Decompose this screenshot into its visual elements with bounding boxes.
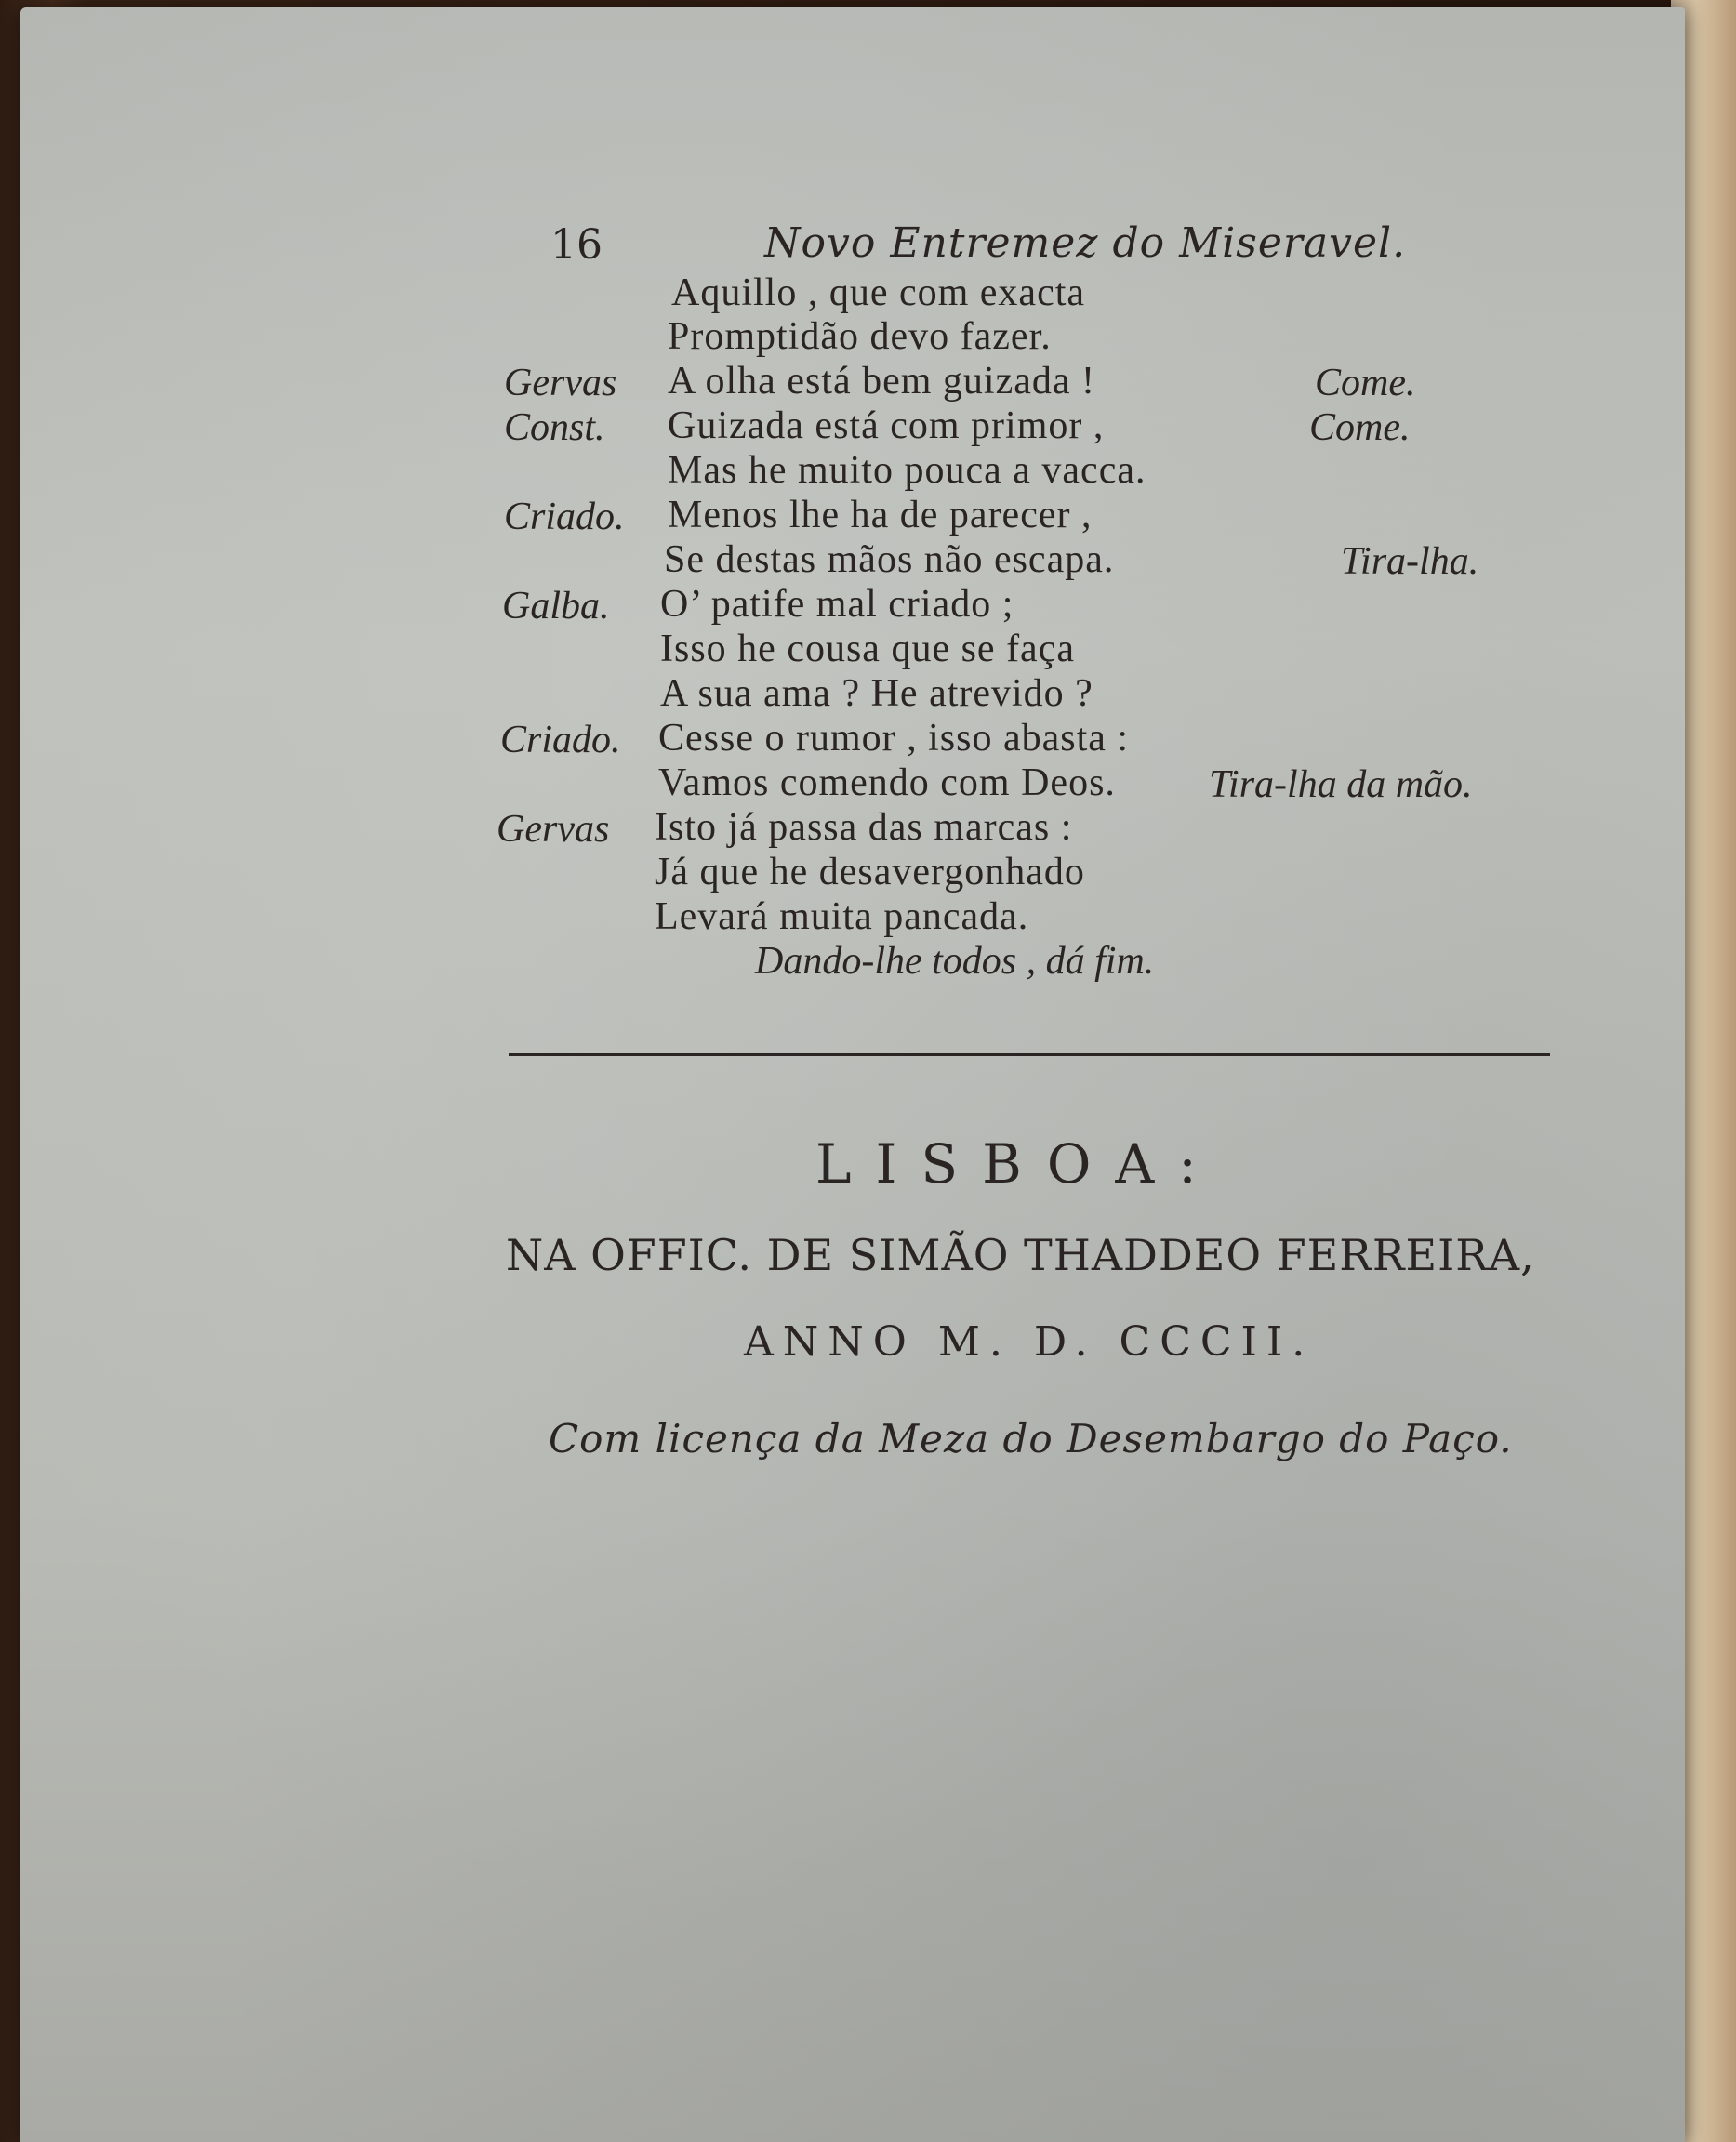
- section-divider: [509, 1053, 1550, 1056]
- verse-line: Se destas mãos não escapa.: [664, 538, 1115, 581]
- page-number: 16: [550, 221, 603, 269]
- verse-line: Isso he cousa que se faça: [660, 628, 1075, 670]
- running-head: Novo Entremez do Miseravel.: [764, 219, 1407, 267]
- verse-line: Guizada está com primor ,: [668, 404, 1105, 447]
- verse-line: O’ patife mal criado ;: [660, 583, 1014, 626]
- speaker-label: Gervas: [504, 362, 617, 404]
- verse-line: Aquillo , que com exacta: [671, 271, 1086, 314]
- verse-line: Mas he muito pouca a vacca.: [668, 449, 1146, 492]
- verse-line: Isto já passa das marcas :: [655, 806, 1073, 849]
- verse-line: A olha está bem guizada !: [668, 360, 1096, 403]
- imprint-year: ANNO M. D. CCCII.: [744, 1318, 1315, 1366]
- verse-line: A sua ama ? He atrevido ?: [660, 672, 1093, 715]
- imprint-press: NA OFFIC. DE SIMÃO THADDEO FERREIRA,: [506, 1230, 1535, 1280]
- stage-direction: Tira-lha.: [1341, 540, 1479, 583]
- verse-line: Cesse o rumor , isso abasta :: [658, 717, 1130, 760]
- verse-line: Levará muita pancada.: [655, 895, 1029, 938]
- stage-direction: Tira-lha da mão.: [1209, 763, 1473, 806]
- stage-direction: Come.: [1315, 362, 1416, 404]
- speaker-label: Const.: [504, 406, 605, 449]
- imprint-license: Com licença da Meza do Desembargo do Paço.: [549, 1416, 1513, 1461]
- verse-line: Promptidão devo fazer.: [668, 315, 1052, 358]
- verse-line: Já que he desavergonhado: [655, 851, 1085, 893]
- verse-line: Vamos comendo com Deos.: [658, 761, 1116, 804]
- verse-line: Menos lhe ha de parecer ,: [668, 494, 1093, 536]
- speaker-label: Gervas: [497, 808, 610, 851]
- closing-stage-direction: Dando-lhe todos , dá fim.: [755, 940, 1155, 983]
- speaker-label: Galba.: [502, 585, 610, 628]
- speaker-label: Criado.: [504, 496, 625, 538]
- speaker-label: Criado.: [500, 719, 621, 761]
- stage-direction: Come.: [1309, 406, 1411, 449]
- book-page: [20, 7, 1685, 2142]
- imprint-city: LISBOA:: [815, 1132, 1221, 1196]
